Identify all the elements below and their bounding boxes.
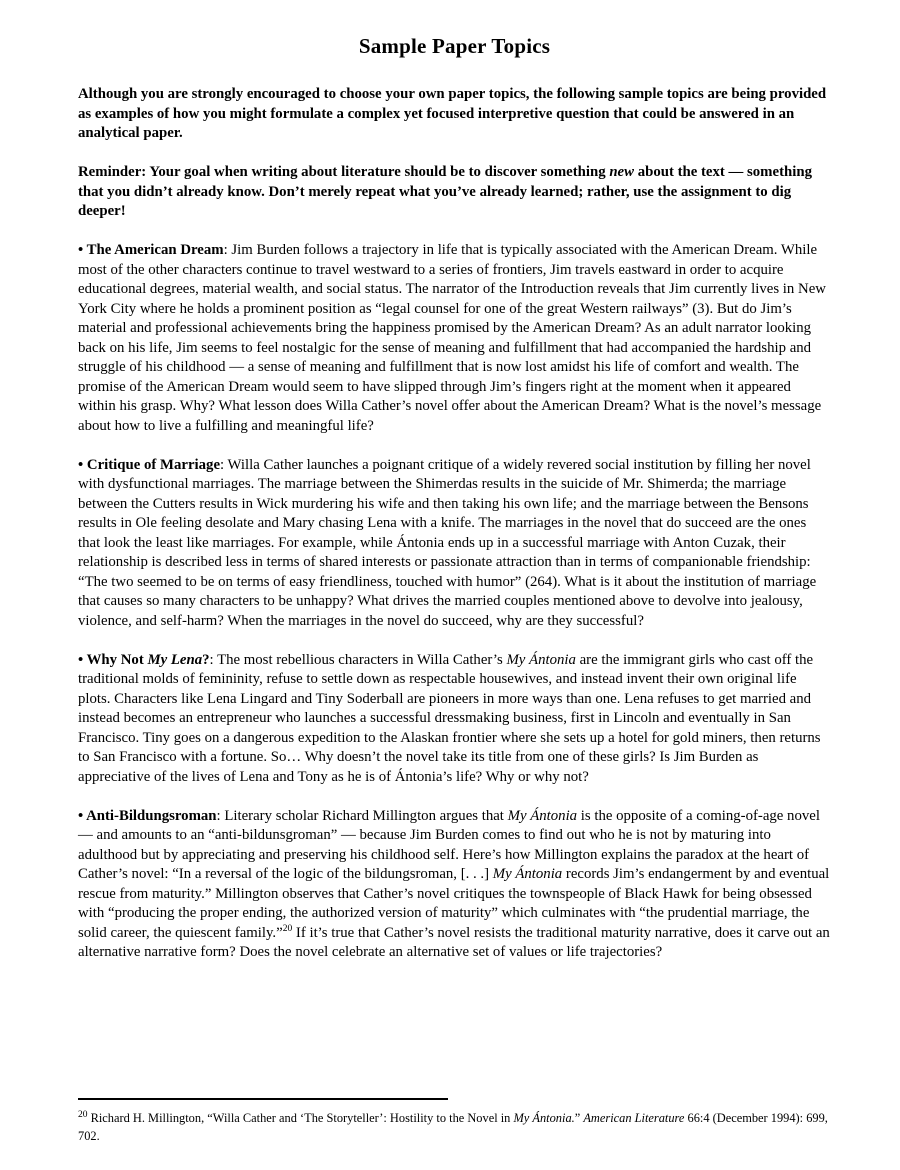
text-run: ? [202,651,210,668]
text-run: : The most rebellious characters in Willa Cather’s [209,651,507,668]
text-run: 20 [78,1109,88,1120]
document-body [78,85,831,963]
footnote [78,1098,831,1145]
text-run: My Ántonia [492,866,563,882]
text-run: ” [574,1111,584,1125]
text-run: Reminder: Your goal when writing about literature should be to discover something [78,164,610,180]
text-run: records Jim’s endangerment by and eventual rescue from maturity.” Millington observes that Cather’s novel critiques the townspeople of Black Hawk for being obsessed with “producing the proper ending, the authorized version of maturity” which culminates with “the prudential marriage, the solid career, the quiescent family.” [78,866,830,941]
text-run: My Ántonia [506,651,576,668]
text-run: : Literary scholar Richard Millington argues that [216,807,508,824]
text-run: My Ántonia. [513,1111,575,1125]
text-run: : Willa Cather launches a poignant critique of a widely revered social institution by filling her novel with dysfunctional marriages. The marriage between the Shimerdas results in the suicide of Mr. Shimerda; the marriage between the Cutters results in Wick murdering his wife and then taking his own life; and the marriage between the Bensons results in Ole feeling desolate and Mary chasing Lena with a knife. The marriages in the novel that do succeed are the ones that look the least like marriages. For example, while Ántonia ends up in a successful marriage with Anton Cuzak, their relationship is described less in terms of shared interests or passionate attraction than in terms of companionable friendship: “The two seemed to be on terms of easy friendliness, touched with humor” (264). What is it about the institution of marriage that causes so many characters to be unhappy? What drives the married couples mentioned above to devolve into jealousy, violence, and self-harm? When the marriages in the novel do succeed, why are they successful? [78,456,817,629]
text-run: 20 [282,923,293,934]
paragraph [78,651,831,788]
text-run: 66:4 (December 1994): 699, 702. [78,1111,828,1143]
page-title: Sample Paper Topics [358,34,551,58]
text-run: Richard H. Millington, “Willa Cather and ‘The Storyteller’: Hostility to the Novel in [87,1111,514,1125]
text-run: My Ántonia [507,807,578,824]
footnote-text [78,1109,831,1145]
text-run: • Critique of Marriage [78,456,221,473]
text-run: My Lena [147,651,203,668]
text-run: is the opposite of a coming-of-age novel — and amounts to an “anti-bildunsgroman” — because Jim Burden comes to find out who he is not by maturing into adulthood but by appreciating and preserving his childhood self. Here’s how Millington explains the paradox at the heart of Cather’s novel: “In a reversal of the logic of the bildungsroman, [. . .] [78,807,820,882]
text-run: • Anti-Bildungsroman [78,807,217,824]
paragraph [78,807,831,963]
text-run: • The American Dream [78,242,224,258]
paragraph [78,163,831,222]
text-run: : Jim Burden follows a trajectory in life that is typically associated with the American Dream. While most of the other characters continue to travel westward to a series of frontiers, Jim travels eastward in order to acquire educational degrees, material wealth, and social status. The narrator of the Introduction reveals that Jim currently lives in New York City where he holds a prominent position as “legal counsel for one of the great Western railways” (3). But do Jim’s material and professional achievements bring the happiness promised by the American Dream? As an adult narrator looking back on his life, Jim seems to feel nostalgic for the sense of meaning and fulfillment that had accompanied the hardship and struggle of his childhood — a sense of meaning and fulfillment that is now lost amidst his life of comfort and wealth. The promise of the American Dream would seem to have slipped through Jim’s fingers right at the moment when it appeared within his grasp. Why? What lesson does Willa Cather’s novel offer about the American Dream? What is the novel’s message about how to live a fulfilling and meaningful life? [78,242,826,434]
text-run: American Literature [583,1111,685,1125]
paragraph [78,241,831,436]
text-run: If it’s true that Cather’s novel resists the traditional maturity narrative, does it carve out an alternative narrative form? Does the novel celebrate an alternative set of values or life trajectories? [78,924,830,960]
paragraph [78,456,831,632]
text-run: • Why Not [78,651,148,668]
text-run: Although you are strongly encouraged to choose your own paper topics, the following sample topics are being provided as examples of how you might formulate a complex yet focused interpretive question that could be answered in an analytical paper. [78,86,827,141]
document-content [78,34,831,982]
footnote-separator [78,1098,448,1100]
text-run: are the immigrant girls who cast off the traditional molds of femininity, refuse to settle down as respectable housewives, and instead invent their own original life plots. Characters like Lena Lingard and Tiny Soderball are pioneers in more ways than one. Lena refuses to get married and instead becomes an entrepreneur who launches a successful dressmaking business, first in Lincoln and eventually in San Francisco. Tiny goes on a dangerous expedition to the Alaskan frontier where she sets up a hotel for gold miners, then returns to San Francisco with a fortune. So… Why doesn’t the novel take its title from one of these girls? Is Jim Burden as appreciative of the lives of Lena and Tony as he is of Ántonia’s life? Why or why not? [78,651,821,785]
text-run: new [609,164,634,180]
text-run: about the text — something that you didn’t already know. Don’t merely repeat what you’ve already learned; rather, use the assignment to dig deeper! [78,164,812,219]
paragraph [78,85,831,144]
